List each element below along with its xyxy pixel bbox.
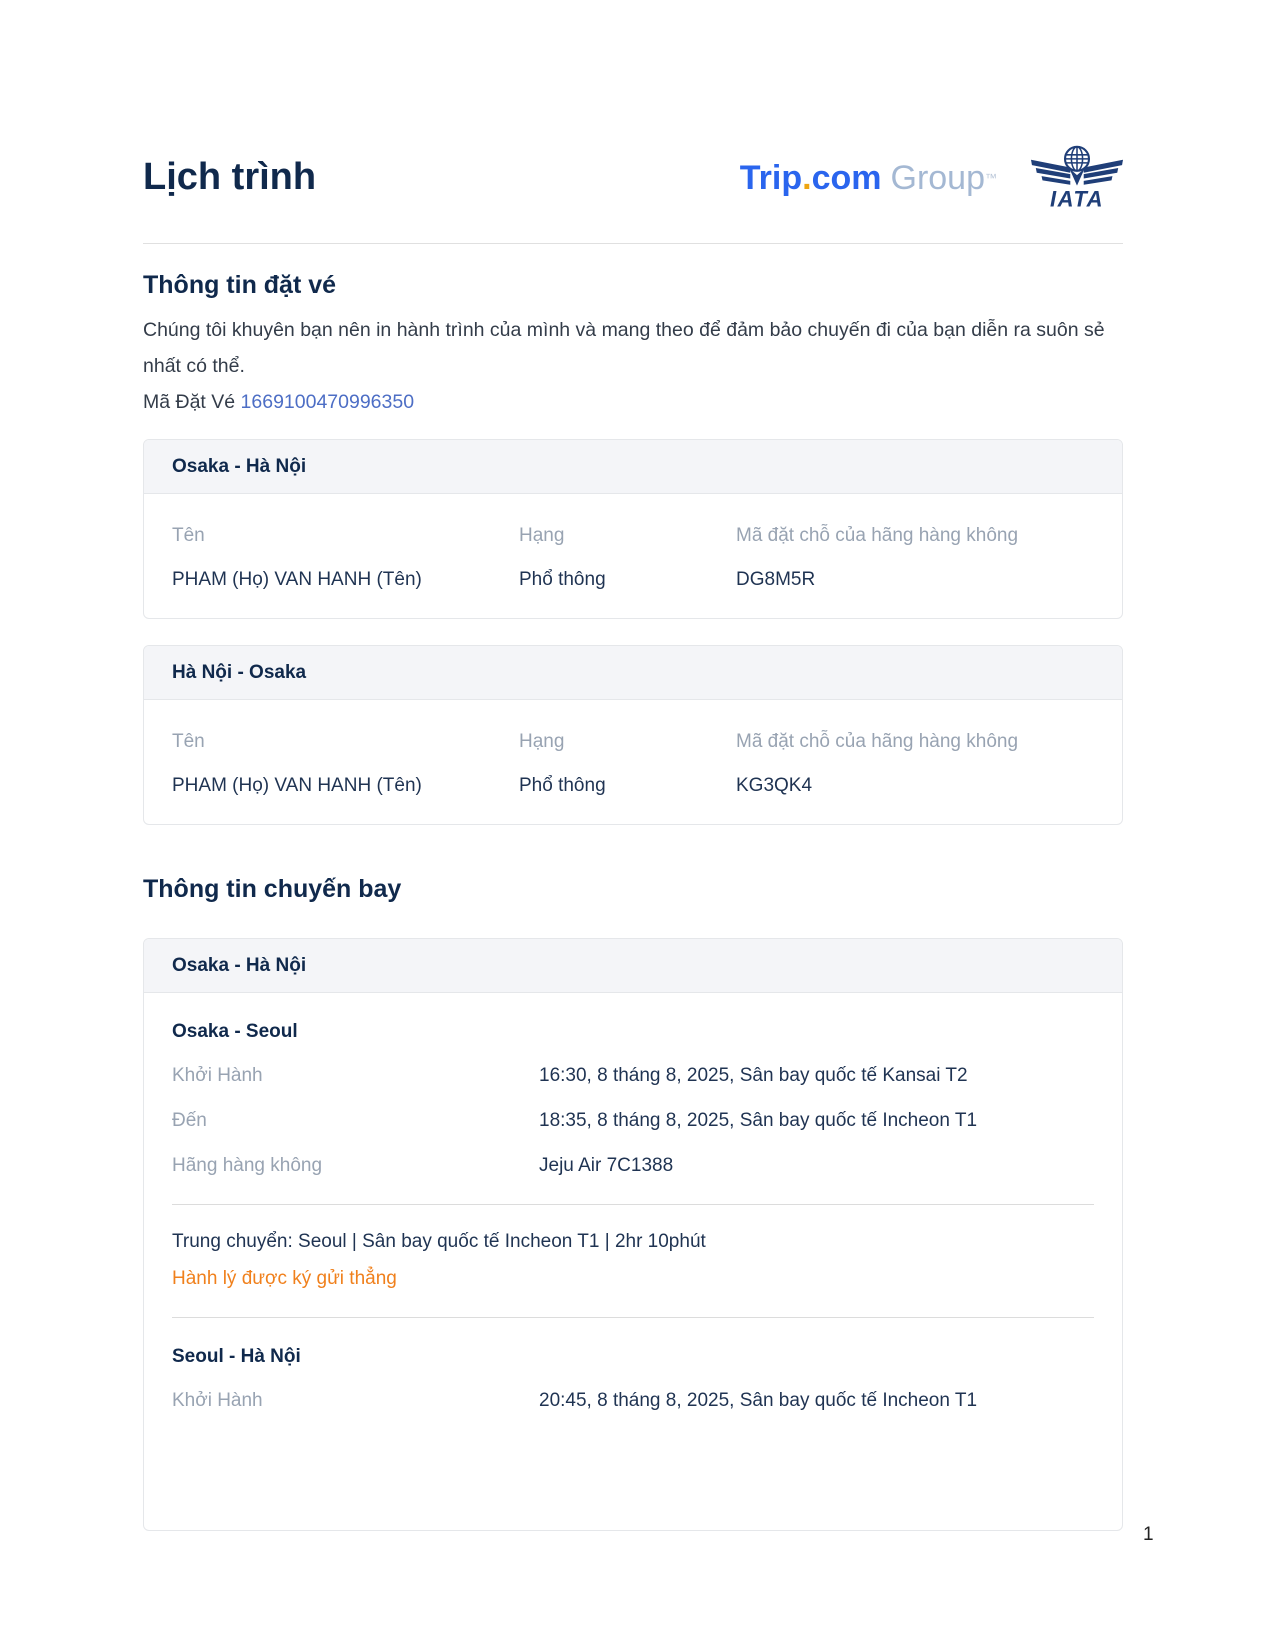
page-title: Lịch trình — [143, 155, 317, 198]
flight-row-departure — [172, 1388, 1094, 1413]
cabin-class: Phổ thông — [519, 774, 606, 796]
flight-section-title: Thông tin chuyến bay — [143, 874, 402, 903]
flight-row-airline — [172, 1153, 1094, 1178]
booking-card-return — [143, 645, 1123, 825]
field-value: 16:30, 8 tháng 8, 2025, Sân bay quốc tế Kansai T2 — [539, 1064, 968, 1086]
field-label: Khởi Hành — [172, 1389, 263, 1411]
flight-segment-1 — [172, 1021, 1094, 1178]
group-logo-text: Group — [890, 158, 985, 197]
flight-info-section — [143, 875, 1123, 1531]
transfer-info: Trung chuyển: Seoul | Sân bay quốc tế Incheon T1 | 2hr 10phút — [172, 1230, 706, 1252]
column-header-airline-ref: Mã đặt chỗ của hãng hàng không — [736, 730, 1019, 752]
passenger-name: PHAM (Họ) VAN HANH (Tên) — [172, 774, 422, 796]
segment-divider — [172, 1317, 1094, 1318]
booking-code-label: Mã Đặt Vé — [143, 390, 236, 413]
field-label: Khởi Hành — [172, 1064, 263, 1086]
booking-section-title: Thông tin đặt vé — [143, 271, 337, 299]
flight-card-body — [144, 993, 1122, 1530]
field-label: Đến — [172, 1109, 207, 1131]
baggage-note: Hành lý được ký gửi thẳng — [172, 1267, 397, 1289]
flight-card-route: Osaka - Hà Nội — [144, 939, 1122, 993]
booking-card-outbound — [143, 439, 1123, 619]
booking-card-body — [144, 494, 1122, 618]
transfer-block — [172, 1229, 1094, 1291]
iata-wings-globe-icon — [1031, 144, 1123, 212]
segment-divider — [172, 1204, 1094, 1205]
booking-note: Chúng tôi khuyên bạn nên in hành trình của mình và mang theo để đảm bảo chuyến đi của bạn diễn ra suôn sẻ nhất có thể. — [143, 318, 1105, 377]
column-header-cabin: Hạng — [519, 730, 565, 752]
column-header-cabin: Hạng — [519, 524, 565, 546]
booking-card-route: Hà Nội - Osaka — [144, 646, 1122, 700]
flight-row-departure — [172, 1063, 1094, 1088]
column-header-airline-ref: Mã đặt chỗ của hãng hàng không — [736, 524, 1019, 546]
flight-segment-2 — [172, 1346, 1094, 1413]
field-label: Hãng hàng không — [172, 1154, 323, 1176]
booking-info-section — [143, 271, 1123, 825]
tripcom-logo-text: Trip — [739, 158, 803, 197]
booking-card-route: Osaka - Hà Nội — [144, 440, 1122, 494]
field-value: 20:45, 8 tháng 8, 2025, Sân bay quốc tế Incheon T1 — [539, 1389, 978, 1411]
cabin-class: Phổ thông — [519, 568, 606, 590]
tripcom-logo-dot: . — [802, 158, 812, 197]
header-logos — [740, 144, 1123, 212]
passenger-name: PHAM (Họ) VAN HANH (Tên) — [172, 568, 422, 590]
flight-card — [143, 938, 1123, 1531]
airline-booking-ref: KG3QK4 — [736, 774, 813, 796]
column-header-name: Tên — [172, 730, 205, 752]
field-value: Jeju Air 7C1388 — [539, 1154, 674, 1176]
header-divider — [143, 243, 1123, 244]
flight-row-arrival — [172, 1108, 1094, 1133]
column-header-name: Tên — [172, 524, 205, 546]
airline-booking-ref: DG8M5R — [736, 568, 816, 590]
tripcom-group-logo — [739, 158, 997, 197]
itinerary-page — [143, 0, 1123, 1531]
field-value: 18:35, 8 tháng 8, 2025, Sân bay quốc tế Incheon T1 — [539, 1109, 978, 1131]
segment-title: Osaka - Seoul — [172, 1020, 298, 1042]
segment-title: Seoul - Hà Nội — [172, 1345, 301, 1367]
booking-code-line — [143, 384, 1123, 420]
iata-logo — [1031, 144, 1123, 212]
svg-text:IATA: IATA — [1050, 186, 1104, 212]
booking-card-body — [144, 700, 1122, 824]
doc-header — [143, 140, 1123, 215]
tripcom-logo-com: com — [811, 158, 882, 197]
booking-code-link[interactable]: 1669100470996350 — [240, 390, 415, 413]
trademark-symbol: ™ — [985, 170, 997, 185]
page-number: 1 — [1143, 1524, 1154, 1545]
